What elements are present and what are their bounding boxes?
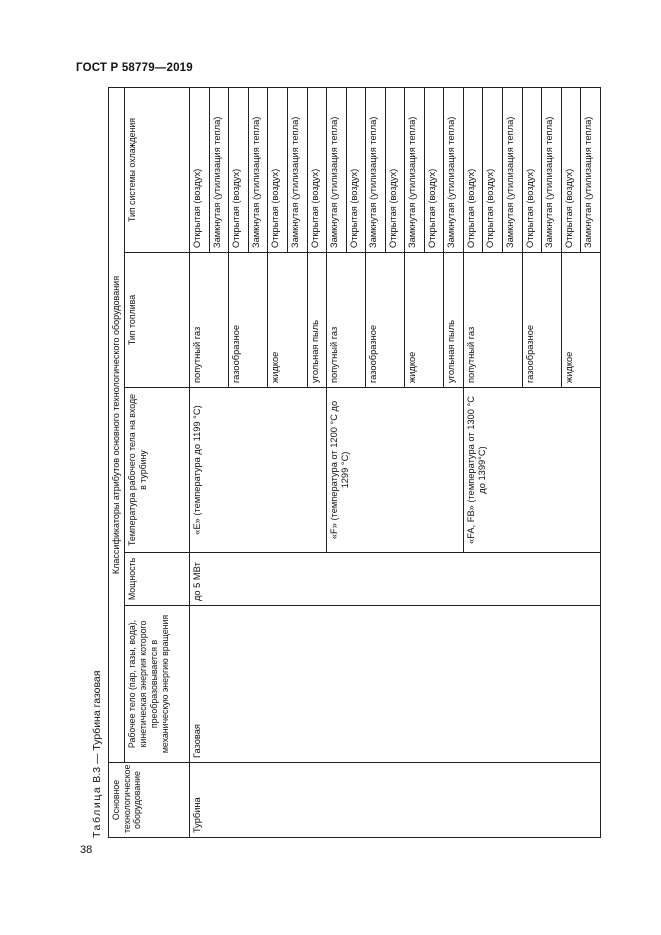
col-header-equipment: Основное технологическое оборудование: [109, 763, 190, 838]
cell-fuel-liquid: жидкое: [561, 253, 600, 388]
col-header-temperature: Температура рабочего тела на входе в турбину: [125, 388, 190, 553]
rotated-table-block: [86, 88, 601, 838]
col-header-working-body: Рабочее тело (пар, газы, вода), кинетическая энергия которого преобразовывается в механическую энергию вращения: [125, 606, 190, 763]
cell-cooling-open: Открытая (воздух): [561, 87, 581, 252]
cell-cooling-open: Открытая (воздух): [346, 87, 366, 252]
cell-cooling-closed: Замкнутая (утилизация тепла): [503, 87, 523, 252]
page-number: 38: [80, 844, 93, 856]
group-header: Классификаторы атрибутов основного технологического оборудования: [109, 87, 125, 762]
cell-fuel-gaseous: газообразное: [522, 253, 561, 388]
col-header-power: Мощность: [125, 553, 190, 606]
cell-cooling-closed: Замкнутая (утилизация тепла): [444, 87, 464, 252]
cell-cooling-closed: Замкнутая (утилизация тепла): [209, 87, 229, 252]
cell-cooling-open: Открытая (воздух): [522, 87, 542, 252]
cell-temperature-fa-fb: «FA, FB» (температура от 1300 °С до 1399°С): [463, 388, 600, 553]
cell-working-body: Газовая: [190, 606, 601, 763]
cell-fuel-gaseous: газообразное: [229, 253, 268, 388]
cell-cooling-open: Открытая (воздух): [229, 87, 249, 252]
cell-fuel-coal-dust: угольная пыль: [307, 253, 327, 388]
cell-cooling-closed: Замкнутая (утилизация тепла): [248, 87, 268, 252]
cell-temperature-f: «F» (температура от 1200 °С до 1299 °С): [327, 388, 464, 553]
cell-fuel-liquid: жидкое: [268, 253, 307, 388]
col-header-fuel: Тип топлива: [125, 253, 190, 388]
classification-table: [108, 87, 601, 838]
cell-fuel-gaseous: газообразное: [366, 253, 405, 388]
cell-cooling-closed: Замкнутая (утилизация тепла): [542, 87, 562, 252]
table-caption: [86, 671, 108, 838]
cell-cooling-open: Открытая (воздух): [268, 87, 288, 252]
cell-cooling-closed: Замкнутая (утилизация тепла): [405, 87, 425, 252]
cell-power: до 5 МВт: [190, 553, 601, 606]
cell-cooling-open: Открытая (воздух): [385, 87, 405, 252]
cell-cooling-closed: Замкнутая (утилизация тепла): [288, 87, 308, 252]
cell-fuel-associated-gas: попутный газ: [327, 253, 366, 388]
cell-cooling-closed: Замкнутая (утилизация тепла): [327, 87, 347, 252]
cell-temperature-e: «E» (температура до 1199 °С): [190, 388, 327, 553]
cell-fuel-liquid: жидкое: [405, 253, 444, 388]
cell-cooling-open: Открытая (воздух): [307, 87, 327, 252]
cell-cooling-closed: Замкнутая (утилизация тепла): [581, 87, 601, 252]
cell-cooling-open: Открытая (воздух): [190, 87, 210, 252]
cell-fuel-coal-dust: угольная пыль: [444, 253, 464, 388]
cell-equipment: Турбина: [190, 763, 601, 838]
cell-cooling-closed: Замкнутая (утилизация тепла): [366, 87, 386, 252]
cell-cooling-open: Открытая (воздух): [463, 87, 483, 252]
caption-title: В.3 — Турбина газовая: [91, 670, 103, 786]
caption-prefix: Таблица: [91, 785, 103, 838]
cell-fuel-associated-gas: попутный газ: [190, 253, 229, 388]
document-code: ГОСТ Р 58779—2019: [76, 62, 193, 74]
cell-fuel-associated-gas: попутный газ: [463, 253, 522, 388]
col-header-cooling: Тип системы охлаждения: [125, 87, 190, 252]
cell-cooling-open: Открытая (воздух): [424, 87, 444, 252]
cell-cooling-open: Открытая (воздух): [483, 87, 503, 252]
